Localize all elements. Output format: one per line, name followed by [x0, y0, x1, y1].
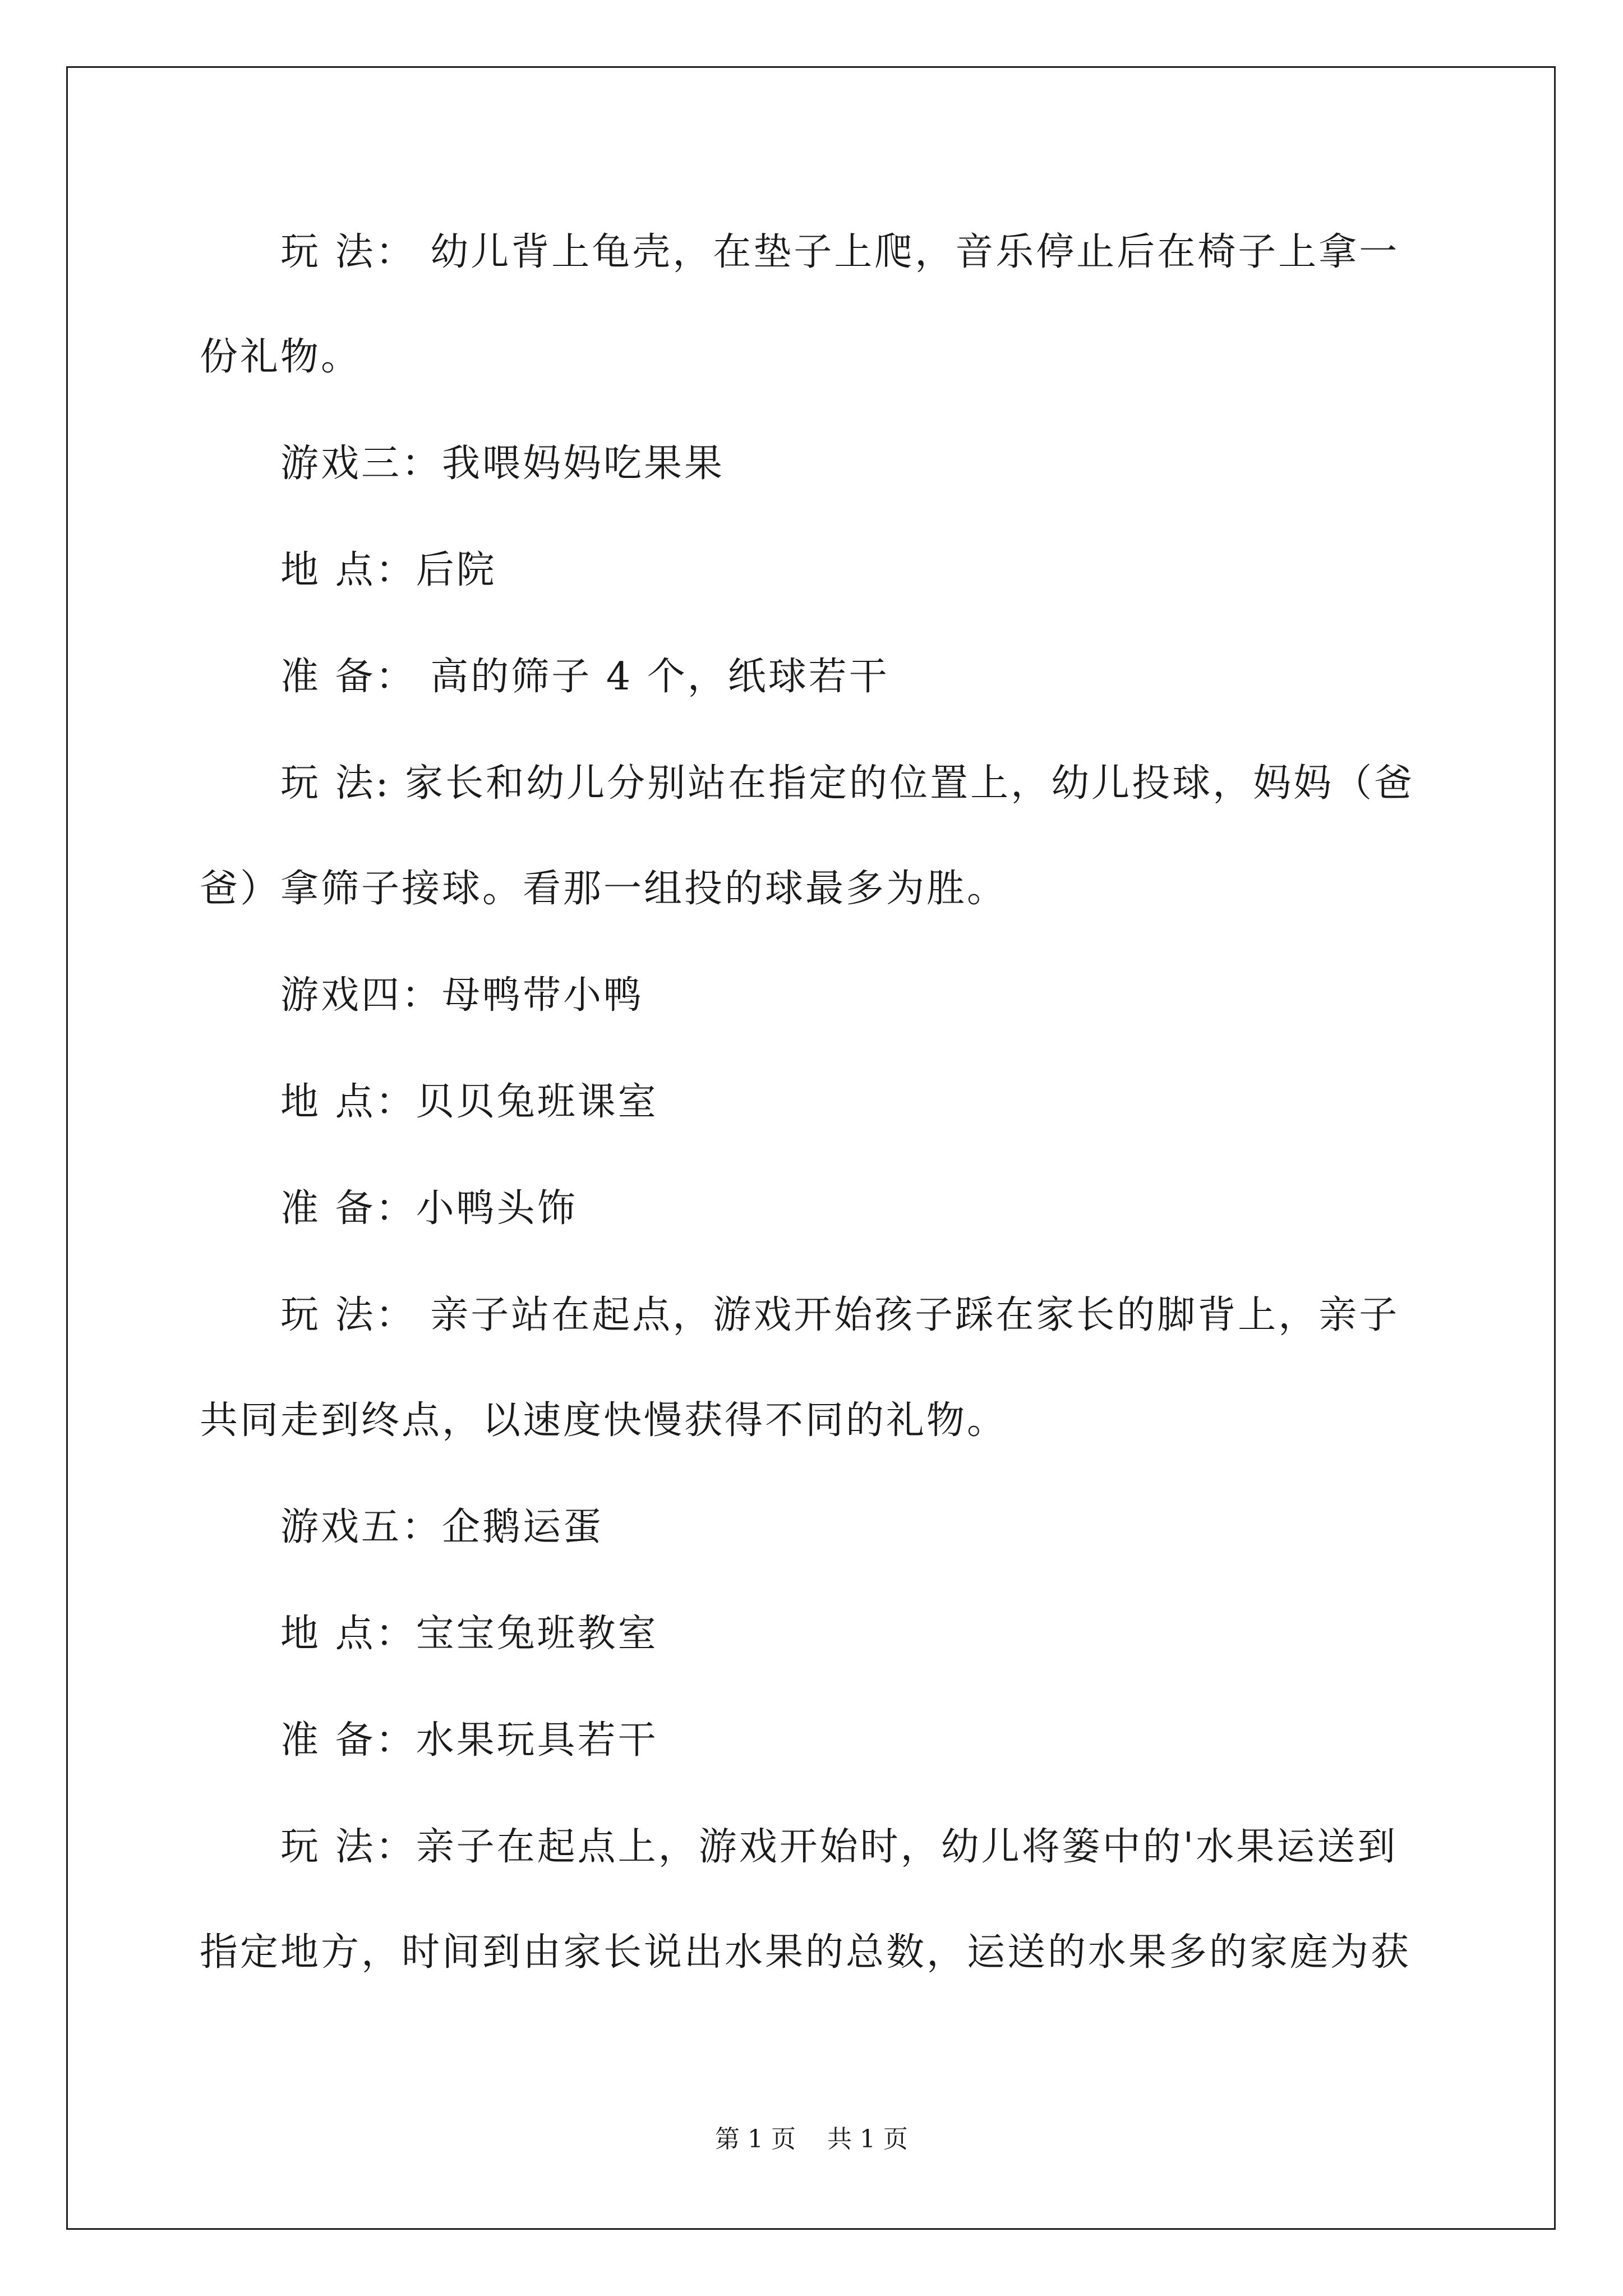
- game-five-location: 地 点：宝宝兔班教室: [280, 1612, 658, 1656]
- game-three-rules-line-1: 玩 法: 家长和幼儿分别站在指定的位置上，幼儿投球，妈妈（爸: [280, 761, 1415, 806]
- game-three-preparation: 准 备： 高的筛子 4 个，纸球若干: [280, 655, 889, 699]
- game-three-location: 地 点：后院: [280, 548, 497, 592]
- page-border: [66, 66, 1556, 2230]
- game-five-rules-line-2: 指定地方，时间到由家长说出水果的总数，运送的水果多的家庭为获: [200, 1930, 1412, 1975]
- paragraph-line-1: 玩 法： 幼儿背上龟壳，在垫子上爬，音乐停止后在椅子上拿一: [280, 230, 1400, 274]
- page-footer: [0, 2124, 1623, 2155]
- game-three-title: 游戏三：我喂妈妈吃果果: [280, 441, 725, 486]
- game-four-rules-line-2: 共同走到终点，以速度快慢获得不同的礼物。: [200, 1398, 1008, 1443]
- paragraph-line-2: 份礼物。: [200, 335, 362, 379]
- game-five-title: 游戏五：企鹅运蛋: [280, 1505, 604, 1549]
- game-four-preparation: 准 备：小鸭头饰: [280, 1186, 578, 1231]
- game-four-location: 地 点：贝贝兔班课室: [280, 1080, 658, 1124]
- page-number: 第 1 页: [715, 2125, 796, 2154]
- game-four-title: 游戏四：母鸭带小鸭: [280, 973, 644, 1018]
- game-five-preparation: 准 备：水果玩具若干: [280, 1718, 658, 1763]
- game-five-rules-line-1: 玩 法：亲子在起点上，游戏开始时，幼儿将篓中的'水果运送到: [280, 1825, 1398, 1869]
- game-three-rules-line-2: 爸）拿筛子接球。看那一组投的球最多为胜。: [200, 867, 1008, 911]
- game-four-rules-line-1: 玩 法： 亲子站在起点，游戏开始孩子踩在家长的脚背上，亲子: [280, 1293, 1400, 1337]
- page-total: 共 1 页: [827, 2125, 908, 2154]
